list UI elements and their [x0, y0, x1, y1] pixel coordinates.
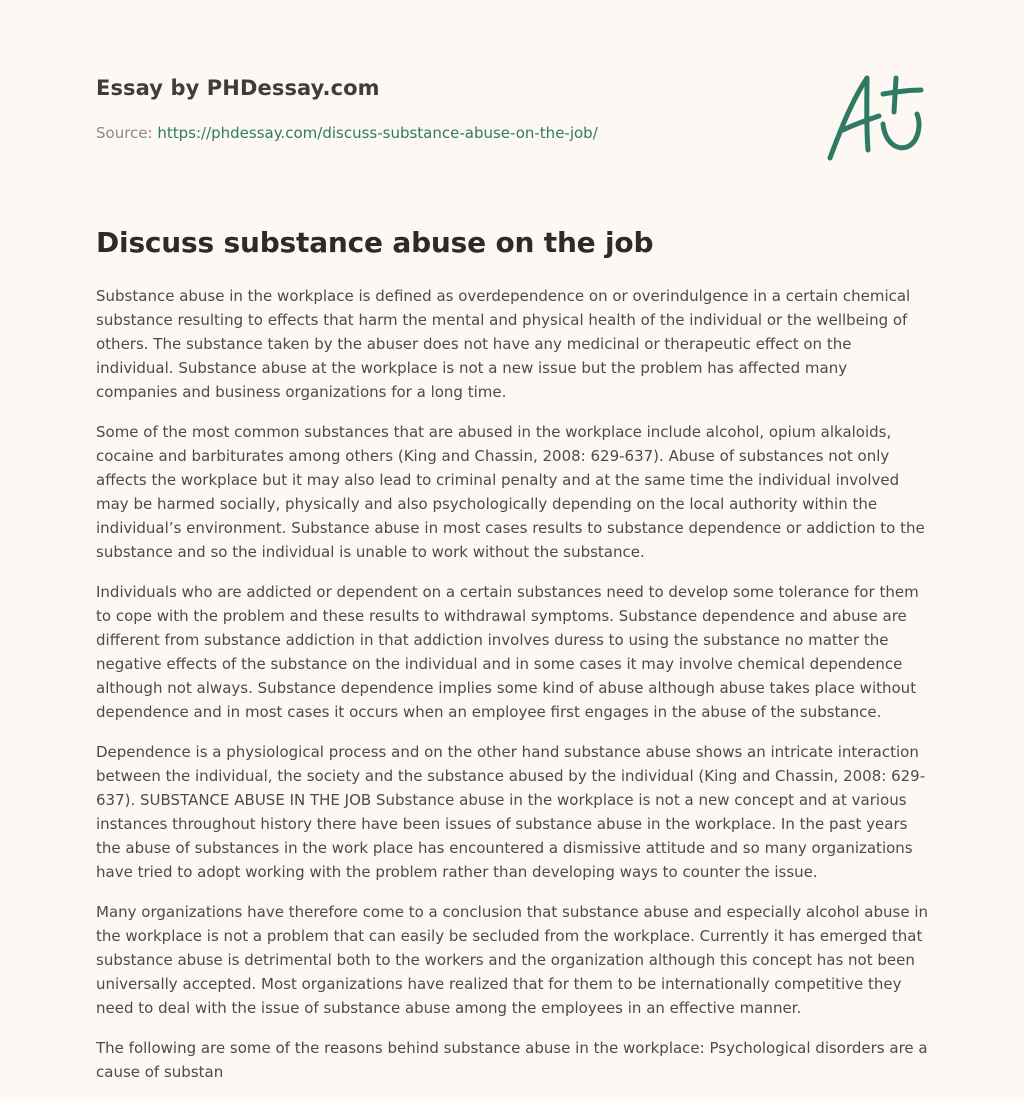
- essay-body: [96, 284, 928, 1100]
- a-plus-logo-icon: [823, 68, 927, 164]
- source-line: [96, 124, 598, 142]
- essay-paragraph: Some of the most common substances that are abused in the workplace include alcohol, opium alkaloids, cocaine and barbiturates among others (King and Chassin, 2008: 629-637). Abuse of substances not only affects the workplace but it may also lead to criminal penalty and at the same time the individual involved may be harmed socially, physically and also psychologically depending on the local authority within the individual’s environment. Substance abuse in most cases results to substance dependence or addiction to the substance and so the individual is unable to work without the substance.: [96, 423, 925, 561]
- essay-paragraph: The following are some of the reasons behind substance abuse in the workplace: Psychological disorders are a cause of substan: [96, 1039, 928, 1081]
- site-brand: Essay by PHDessay.com: [96, 76, 380, 100]
- source-label: Source:: [96, 124, 153, 142]
- page-header: [96, 0, 928, 200]
- source-link[interactable]: https://phdessay.com/discuss-substance-abuse-on-the-job/: [157, 124, 598, 142]
- essay-paragraph: Individuals who are addicted or dependent on a certain substances need to develop some tolerance for them to cope with the problem and these results to withdrawal symptoms. Substance dependence and abuse are different from substance addiction in that addiction involves duress to using the substance no matter the negative effects of the substance on the individual and in some cases it may involve chemical dependence although not always. Substance dependence implies some kind of abuse although abuse takes place without dependence and in most cases it occurs when an employee first engages in the abuse of the substance.: [96, 583, 919, 721]
- essay-page: [96, 0, 929, 1081]
- essay-paragraph: Dependence is a physiological process and on the other hand substance abuse shows an intricate interaction between the individual, the society and the substance abused by the individual (King and Chassin, 2008: 629-637). SUBSTANCE ABUSE IN THE JOB Substance abuse in the workplace is not a new concept and at various instances throughout history there have been issues of substance abuse in the workplace. In the past years the abuse of substances in the work place has encountered a dismissive attitude and so many organizations have tried to adopt working with the problem rather than developing ways to counter the issue.: [96, 743, 926, 881]
- essay-paragraph: Many organizations have therefore come to a conclusion that substance abuse and especially alcohol abuse in the workplace is not a problem that can easily be secluded from the workplace. Currently it has emerged that substance abuse is detrimental both to the workers and the organization although this concept has not been universally accepted. Most organizations have realized that for them to be internationally competitive they need to deal with the issue of substance abuse among the employees in an effective manner.: [96, 903, 929, 1017]
- essay-paragraph: Substance abuse in the workplace is defined as overdependence on or overindulgence in a certain chemical substance resulting to effects that harm the mental and physical health of the individual or the wellbeing of others. The substance taken by the abuser does not have any medicinal or therapeutic effect on the individual. Substance abuse at the workplace is not a new issue but the problem has affected many companies and business organizations for a long time.: [96, 287, 911, 401]
- essay-title: Discuss substance abuse on the job: [96, 226, 654, 259]
